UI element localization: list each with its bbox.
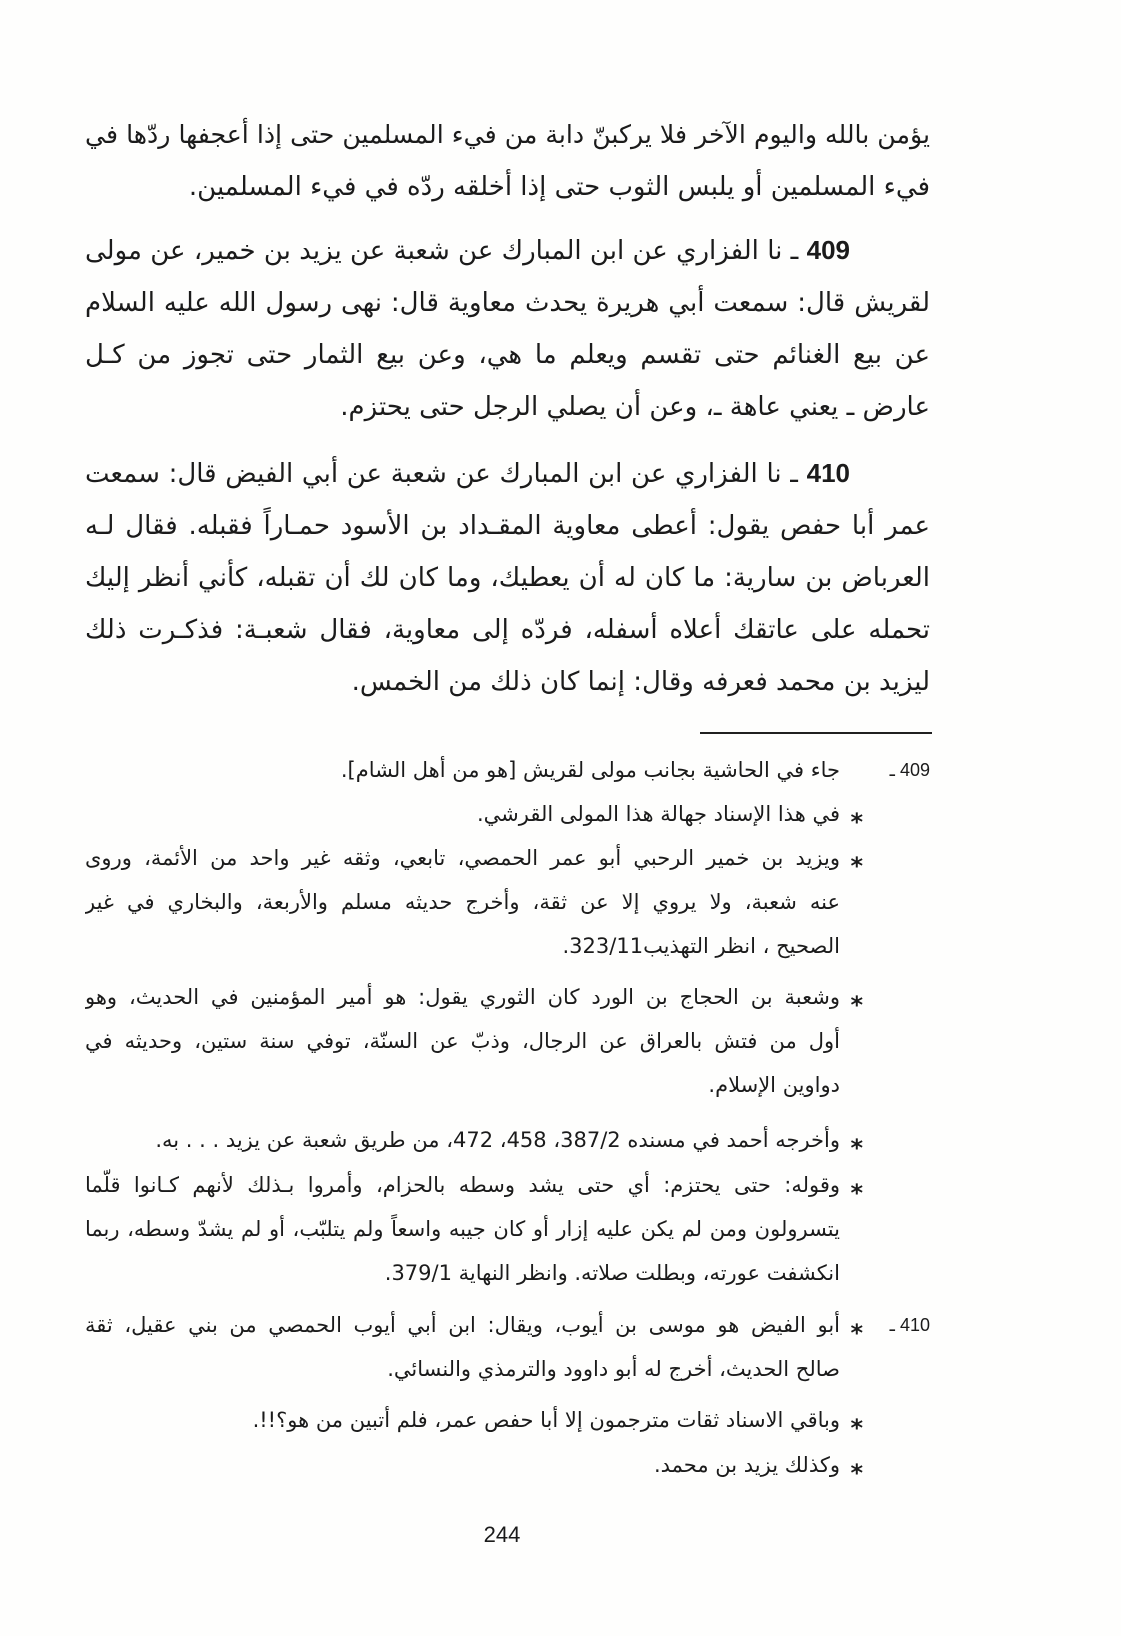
footnote-item xyxy=(85,836,935,968)
text-line: عارض ـ يعني عاهة ـ، وعن أن يصلي الرجل حتى يحتزم. xyxy=(340,392,930,422)
footnote-star: * xyxy=(850,1319,863,1347)
text-line-content: ـ نا الفزاري عن ابن المبارك عن شعبة عن أبي الفيض قال: سمعت xyxy=(85,459,798,489)
hadith-number: 409 xyxy=(806,235,851,265)
footnote-line: دواوين الإسلام. xyxy=(708,1073,840,1097)
footnote-line: وكذلك يزيد بن محمد. xyxy=(653,1453,840,1477)
footnote-line: وباقي الاسناد ثقات مترجمون إلا أبا حفص عمر، فلم أتبين من هو؟!!. xyxy=(252,1408,840,1432)
footnote-star: * xyxy=(850,852,863,880)
footnote-ref-number: 409 ـ xyxy=(889,760,930,780)
footnote-line: صالح الحديث، أخرج له أبو داوود والترمذي والنسائي. xyxy=(387,1357,840,1381)
footnote-star: * xyxy=(850,1459,863,1487)
text-line xyxy=(85,447,930,500)
footnote-text xyxy=(85,1398,840,1442)
footnote-line: عنه شعبة، ولا يروي إلا عن ثقة، وأخرج حديثه مسلم والأربعة، والبخاري في غير xyxy=(85,890,840,914)
footnote-separator xyxy=(700,732,932,734)
hadith-409 xyxy=(85,224,930,433)
hadith-410 xyxy=(85,447,930,708)
footnote-text xyxy=(85,792,840,836)
footnote-star: * xyxy=(850,808,863,836)
footnote-line: يتسرولون ومن لم يكن عليه إزار أو كان جيبه واسعاً ولم يتلبّب، أو لم يشدّ وسطه، ربما xyxy=(85,1217,840,1241)
text-line: فيء المسلمين أو يلبس الثوب حتى إذا أخلقه ردّه في فيء المسلمين. xyxy=(188,172,930,202)
text-line: عن بيع الغنائم حتى تقسم ويعلم ما هي، وعن بيع الثمار حتى تجوز من كـل xyxy=(85,340,930,370)
footnote-item xyxy=(85,748,935,792)
footnote-star: * xyxy=(850,991,863,1019)
footnote-text xyxy=(85,1163,840,1295)
footnote-item xyxy=(85,792,935,836)
footnote-text xyxy=(85,1303,840,1391)
footnote-star: * xyxy=(850,1179,863,1207)
footnote-line: وأخرجه أحمد في مسنده 387/2، 458، 472، من طريق شعبة عن يزيد . . . به. xyxy=(155,1128,840,1152)
footnote-ref-number: 410 ـ xyxy=(889,1315,930,1335)
footnote-item xyxy=(85,1443,935,1487)
main-text xyxy=(85,109,930,708)
footnote-star: * xyxy=(850,1414,863,1442)
footnote-item xyxy=(85,975,935,1107)
footnote-line: أول من فتش بالعراق عن الرجال، وذبّ عن السنّة، توفي سنة ستين، وحديثه في xyxy=(85,1029,840,1053)
footnote-line: وشعبة بن الحجاج بن الورد كان الثوري يقول: هو أمير المؤمنين في الحديث، وهو xyxy=(85,985,840,1009)
footnote-star: * xyxy=(850,1134,863,1162)
text-line: العرباض بن سارية: ما كان له أن يعطيك، وما كان لك أن تقبله، كأني أنظر إليك xyxy=(85,563,930,593)
footnote-line: أبو الفيض هو موسى بن أيوب، ويقال: ابن أبي أيوب الحمصي من بني عقيل، ثقة xyxy=(85,1313,840,1337)
hadith-number: 410 xyxy=(806,458,850,488)
text-line: تحمله على عاتقك أعلاه أسفله، فردّه إلى معاوية، فقال شعبـة: فذكـرت ذلك xyxy=(85,615,930,645)
footnote-line: وقوله: حتى يحتزم: أي حتى يشد وسطه بالحزام، وأمروا بـذلك لأنهم كـانوا قلّما xyxy=(85,1173,840,1197)
footnote-line: الصحيح ، انظر التهذيب323/11. xyxy=(562,934,840,958)
footnote-line: انكشفت عورته، وبطلت صلاته. وانظر النهاية 379/1. xyxy=(384,1261,840,1285)
text-line: يؤمن بالله واليوم الآخر فلا يركبنّ دابة من فيء المسلمين حتى إذا أعجفها ردّها في xyxy=(85,120,930,149)
footnote-item xyxy=(85,1303,935,1391)
footnote-line: ويزيد بن خمير الرحبي أبو عمر الحمصي، تابعي، وثقه غير واحد من الأئمة، وروى xyxy=(85,846,840,870)
text-line: ليزيد بن محمد فعرفه وقال: إنما كان ذلك من الخمس. xyxy=(351,667,930,697)
footnote-text xyxy=(85,975,840,1107)
text-line: لقريش قال: سمعت أبي هريرة يحدث معاوية قال: نهى رسول الله عليه السلام xyxy=(85,288,930,318)
footnote-line: جاء في الحاشية بجانب مولى لقريش [هو من أهل الشام]. xyxy=(340,758,840,782)
footnote-item xyxy=(85,1398,935,1442)
paragraph-continued xyxy=(85,109,930,213)
footnote-text xyxy=(85,1443,840,1487)
text-line-content: ـ نا الفزاري عن ابن المبارك عن شعبة عن يزيد بن خمير، عن مولى xyxy=(85,236,799,266)
page-number: 244 xyxy=(483,1522,521,1547)
footnote-item xyxy=(85,1118,935,1162)
text-line xyxy=(85,224,930,277)
text-line: عمر أبا حفص يقول: أعطى معاوية المقـداد بن الأسود حمـاراً فقبله. فقال لـه xyxy=(85,511,930,541)
footnote-text xyxy=(85,1118,840,1162)
footnote-text xyxy=(85,748,840,792)
footnote-line: في هذا الإسناد جهالة هذا المولى القرشي. xyxy=(476,802,840,826)
footnote-item xyxy=(85,1163,935,1295)
footnotes xyxy=(85,748,935,1487)
footnote-text xyxy=(85,836,840,968)
